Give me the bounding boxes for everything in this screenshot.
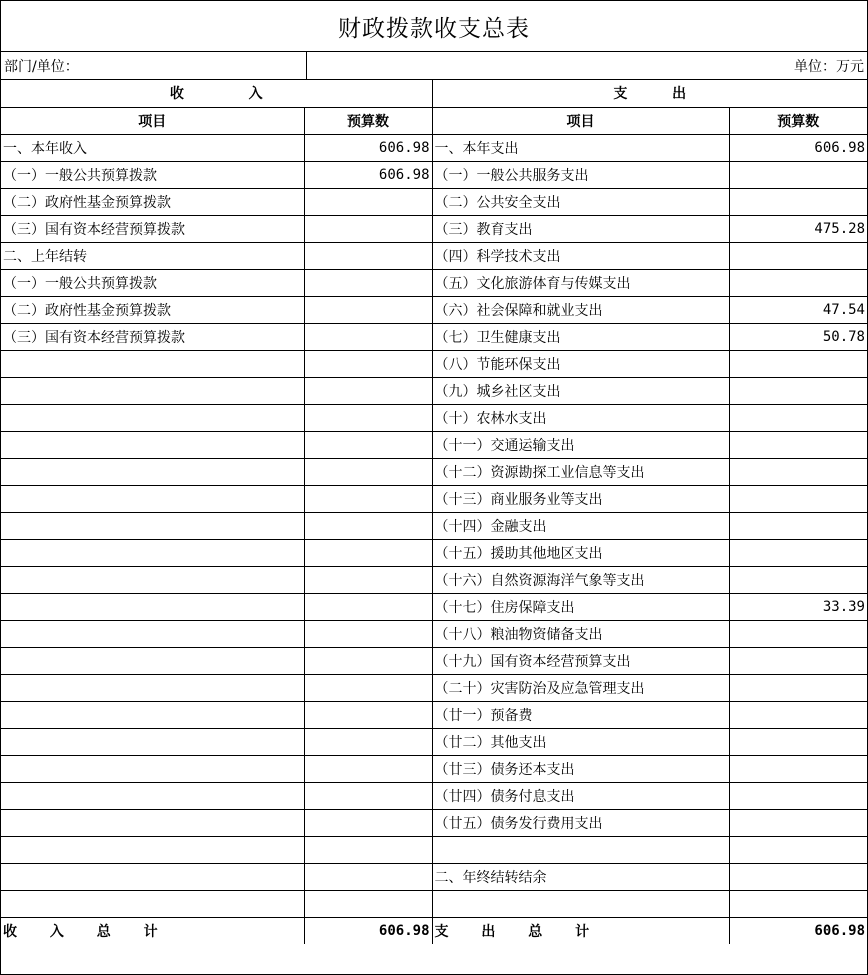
income-item-cell [1,836,304,863]
expense-value-cell [729,809,867,836]
expense-item-cell: （十九）国有资本经营预算支出 [432,647,729,674]
income-value-cell [304,512,432,539]
table-row [1,836,867,863]
table-row [1,890,867,917]
income-value-cell [304,539,432,566]
expense-item-cell: （五）文化旅游体育与传媒支出 [432,269,729,296]
income-item-cell: （三）国有资本经营预算拨款 [1,215,304,242]
expense-item-cell: （十八）粮油物资储备支出 [432,620,729,647]
income-value-cell [304,728,432,755]
expense-item-cell: （九）城乡社区支出 [432,377,729,404]
title-row [1,1,867,52]
expense-item-cell: （廿四）债务付息支出 [432,782,729,809]
table-row [1,755,867,782]
column-header-row [1,107,867,134]
expense-value-cell [729,701,867,728]
page-title: 财政拨款收支总表 [338,15,530,42]
income-item-cell [1,782,304,809]
expense-item-cell: （廿一）预备费 [432,701,729,728]
expense-item-cell: （十五）援助其他地区支出 [432,539,729,566]
income-total-label-text: 收 入 总 计 [3,923,158,940]
table-row [1,215,867,242]
income-section-header: 收 入 [1,80,432,107]
expense-section-header: 支 出 [432,80,867,107]
expense-item-cell: （七）卫生健康支出 [432,323,729,350]
expense-value-cell [729,161,867,188]
table-row [1,863,867,890]
income-item-cell [1,485,304,512]
expense-item-cell: （十二）资源勘探工业信息等支出 [432,458,729,485]
income-total-label [1,917,304,944]
unit-label: 单位：万元 [794,58,864,75]
expense-item-cell: （八）节能环保支出 [432,350,729,377]
income-item-header: 项目 [1,107,304,134]
table-row [1,269,867,296]
income-item-cell [1,350,304,377]
income-item-cell: （二）政府性基金预算拨款 [1,188,304,215]
income-item-cell [1,674,304,701]
income-item-cell: 一、本年收入 [1,134,304,161]
table-row [1,242,867,269]
income-item-cell [1,647,304,674]
expense-item-cell: （十三）商业服务业等支出 [432,485,729,512]
expense-value-cell [729,863,867,890]
expense-value-cell [729,512,867,539]
income-value-cell [304,620,432,647]
department-label: 部门/单位： [1,52,307,79]
income-item-cell [1,755,304,782]
table-row [1,458,867,485]
income-value-cell: 606.98 [304,134,432,161]
expense-item-cell: （十六）自然资源海洋气象等支出 [432,566,729,593]
income-item-cell [1,593,304,620]
expense-budget-header: 预算数 [729,107,867,134]
income-item-cell [1,404,304,431]
income-value-cell [304,404,432,431]
expense-total-value: 606.98 [729,917,867,944]
income-item-cell [1,863,304,890]
expense-item-cell: 一、本年支出 [432,134,729,161]
expense-value-cell [729,404,867,431]
table-row [1,539,867,566]
table-row [1,512,867,539]
table-row [1,647,867,674]
expense-value-cell: 47.54 [729,296,867,323]
income-item-cell: （一）一般公共预算拨款 [1,161,304,188]
expense-total-label [432,917,729,944]
expense-item-cell: （十七）住房保障支出 [432,593,729,620]
income-item-cell [1,809,304,836]
expense-total-label-text: 支 出 总 计 [434,923,590,940]
income-item-cell [1,512,304,539]
income-value-cell: 606.98 [304,161,432,188]
expense-value-cell [729,242,867,269]
expense-value-cell [729,566,867,593]
table-row [1,809,867,836]
table-row [1,188,867,215]
expense-item-cell: （四）科学技术支出 [432,242,729,269]
income-value-cell [304,377,432,404]
income-item-cell [1,728,304,755]
income-value-cell [304,188,432,215]
income-item-cell [1,431,304,458]
income-item-cell: （二）政府性基金预算拨款 [1,296,304,323]
expense-value-cell [729,755,867,782]
expense-item-cell: （廿五）债务发行费用支出 [432,809,729,836]
expense-value-cell [729,431,867,458]
expense-value-cell [729,350,867,377]
income-value-cell [304,809,432,836]
table-row [1,593,867,620]
expense-value-cell: 50.78 [729,323,867,350]
expense-item-cell: （二）公共安全支出 [432,188,729,215]
table-row [1,701,867,728]
table-row [1,350,867,377]
expense-item-cell: （十四）金融支出 [432,512,729,539]
income-value-cell [304,647,432,674]
income-item-cell [1,701,304,728]
table-row [1,161,867,188]
expense-item-header: 项目 [432,107,729,134]
table-row [1,404,867,431]
income-value-cell [304,782,432,809]
expense-value-cell [729,782,867,809]
table-row [1,620,867,647]
expense-value-cell [729,485,867,512]
expense-value-cell [729,674,867,701]
income-item-cell [1,890,304,917]
expense-value-cell [729,377,867,404]
expense-value-cell [729,188,867,215]
totals-row [1,917,867,944]
income-item-cell: （三）国有资本经营预算拨款 [1,323,304,350]
table-row [1,674,867,701]
income-value-cell [304,215,432,242]
expense-value-cell [729,269,867,296]
expense-value-cell [729,728,867,755]
income-budget-header: 预算数 [304,107,432,134]
income-value-cell [304,836,432,863]
table-row [1,134,867,161]
income-value-cell [304,890,432,917]
income-value-cell [304,485,432,512]
expense-value-cell [729,458,867,485]
expense-item-cell: （三）教育支出 [432,215,729,242]
expense-value-cell [729,620,867,647]
expense-value-cell: 606.98 [729,134,867,161]
table-row [1,377,867,404]
income-value-cell [304,431,432,458]
section-header-row [1,80,867,107]
income-value-cell [304,458,432,485]
income-item-cell: （一）一般公共预算拨款 [1,269,304,296]
table-row [1,782,867,809]
expense-item-cell: （十）农林水支出 [432,404,729,431]
expense-item-cell: 二、年终结转结余 [432,863,729,890]
expense-item-cell: （二十）灾害防治及应急管理支出 [432,674,729,701]
expense-value-cell: 33.39 [729,593,867,620]
income-item-cell: 二、上年结转 [1,242,304,269]
expense-item-cell: （十一）交通运输支出 [432,431,729,458]
expense-value-cell [729,647,867,674]
income-value-cell [304,755,432,782]
income-value-cell [304,674,432,701]
expense-item-cell: （一）一般公共服务支出 [432,161,729,188]
income-value-cell [304,242,432,269]
expense-value-cell: 475.28 [729,215,867,242]
income-item-cell [1,620,304,647]
expense-item-cell: （廿二）其他支出 [432,728,729,755]
income-value-cell [304,701,432,728]
income-total-value: 606.98 [304,917,432,944]
table-row [1,728,867,755]
income-item-cell [1,566,304,593]
expense-value-cell [729,539,867,566]
budget-table [1,80,867,944]
table-row [1,296,867,323]
income-value-cell [304,593,432,620]
unit-row [1,52,867,80]
expense-item-cell: （廿三）债务还本支出 [432,755,729,782]
expense-item-cell: （六）社会保障和就业支出 [432,296,729,323]
table-row [1,485,867,512]
income-value-cell [304,350,432,377]
expense-item-cell [432,836,729,863]
income-value-cell [304,269,432,296]
income-item-cell [1,539,304,566]
income-value-cell [304,566,432,593]
table-row [1,566,867,593]
table-row [1,323,867,350]
income-item-cell [1,377,304,404]
income-value-cell [304,296,432,323]
income-item-cell [1,458,304,485]
income-value-cell [304,323,432,350]
income-value-cell [304,863,432,890]
expense-value-cell [729,836,867,863]
table-row [1,431,867,458]
expense-value-cell [729,890,867,917]
expense-item-cell [432,890,729,917]
